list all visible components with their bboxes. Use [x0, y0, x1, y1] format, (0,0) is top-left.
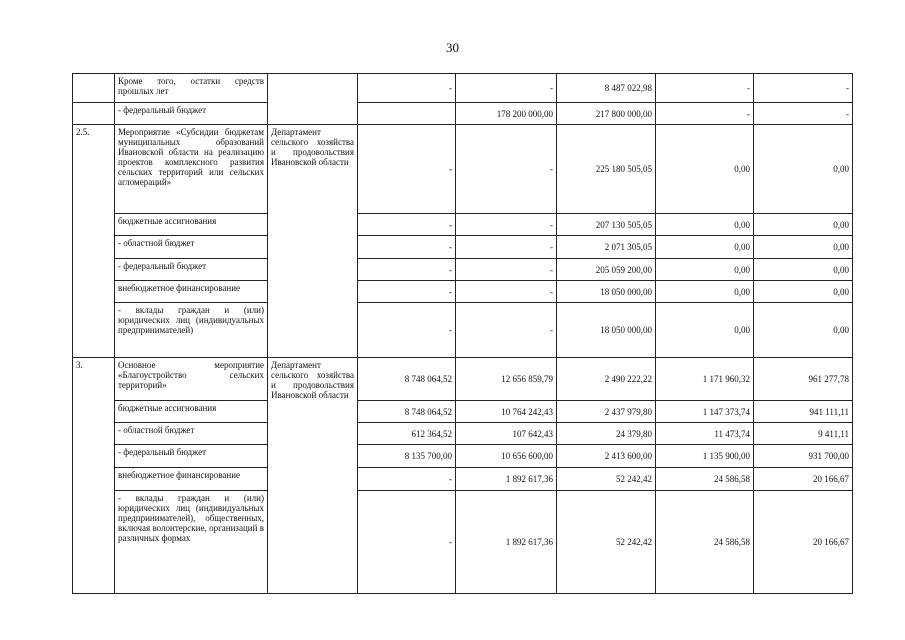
value-col-2: 12 656 859,79: [456, 358, 557, 401]
value-col-5: 0,00: [754, 236, 853, 259]
value-col-5: -: [754, 103, 853, 125]
department-cell-empty: [268, 74, 358, 125]
value-col-2: 107 642,43: [456, 423, 557, 445]
value-col-3: 52 242,42: [557, 468, 656, 491]
table-row: [73, 236, 853, 259]
row-name: Мероприятие «Субсидии бюджетам муниципальных образований Ивановской области на реализацию проектов комплексного развития сельских территорий или сельских агломераций»: [115, 125, 268, 214]
row-name: - федеральный бюджет: [115, 445, 268, 468]
value-col-4: 1 147 373,74: [656, 401, 754, 423]
value-col-4: -: [656, 103, 754, 125]
table-row: [73, 445, 853, 468]
value-col-3: 225 180 505,05: [557, 125, 656, 214]
row-name: бюджетные ассигнования: [115, 401, 268, 423]
value-col-1: -: [358, 491, 456, 594]
value-col-4: 1 171 960,32: [656, 358, 754, 401]
value-col-2: -: [456, 236, 557, 259]
table-row: [73, 125, 853, 214]
value-col-2: 10 656 600,00: [456, 445, 557, 468]
value-col-5: 941 111,11: [754, 401, 853, 423]
row-name: - вклады граждан и (или) юридических лиц (индивидуальных предпринимателей), общественных, включая волонтерские, организаций в различных формах: [115, 491, 268, 594]
value-col-3: 18 050 000,00: [557, 281, 656, 303]
value-col-3: 205 059 200,00: [557, 259, 656, 281]
value-col-2: -: [456, 303, 557, 358]
value-col-1: 8 748 064,52: [358, 358, 456, 401]
value-col-1: 612 364,52: [358, 423, 456, 445]
value-col-1: -: [358, 281, 456, 303]
value-col-1: 8 135 700,00: [358, 445, 456, 468]
value-col-2: -: [456, 281, 557, 303]
value-col-5: 0,00: [754, 125, 853, 214]
value-col-3: 8 487 022,98: [557, 74, 656, 103]
table-row: [73, 358, 853, 401]
value-col-2: 178 200 000,00: [456, 103, 557, 125]
row-name: - вклады граждан и (или) юридических лиц (индивидуальных предпринимателей): [115, 303, 268, 358]
row-number: 3.: [73, 358, 115, 594]
row-name: - федеральный бюджет: [115, 259, 268, 281]
table-row: [73, 281, 853, 303]
value-col-3: 2 490 222,22: [557, 358, 656, 401]
value-col-1: -: [358, 74, 456, 103]
table-row: [73, 401, 853, 423]
value-col-1: -: [358, 125, 456, 214]
value-col-5: 0,00: [754, 281, 853, 303]
value-col-3: 52 242,42: [557, 491, 656, 594]
value-col-4: 0,00: [656, 259, 754, 281]
value-col-3: 2 413 600,00: [557, 445, 656, 468]
value-col-3: 2 071 305,05: [557, 236, 656, 259]
budget-table: [72, 73, 853, 594]
value-col-1: [358, 103, 456, 125]
value-col-1: -: [358, 303, 456, 358]
value-col-5: 20 166,67: [754, 491, 853, 594]
value-col-2: -: [456, 74, 557, 103]
value-col-4: 24 586,58: [656, 491, 754, 594]
value-col-5: 9 411,11: [754, 423, 853, 445]
value-col-5: 961 277,78: [754, 358, 853, 401]
row-number: [73, 74, 115, 103]
value-col-1: -: [358, 214, 456, 236]
value-col-5: 20 166,67: [754, 468, 853, 491]
value-col-1: -: [358, 236, 456, 259]
value-col-3: 2 437 979,80: [557, 401, 656, 423]
value-col-4: 0,00: [656, 303, 754, 358]
table-row: [73, 74, 853, 103]
value-col-4: -: [656, 74, 754, 103]
value-col-5: -: [754, 74, 853, 103]
value-col-4: 0,00: [656, 214, 754, 236]
value-col-5: 0,00: [754, 259, 853, 281]
table-row: [73, 468, 853, 491]
value-col-2: -: [456, 259, 557, 281]
value-col-1: -: [358, 468, 456, 491]
row-name: бюджетные ассигнования: [115, 214, 268, 236]
row-name: - областной бюджет: [115, 236, 268, 259]
value-col-4: 24 586,58: [656, 468, 754, 491]
value-col-4: 11 473,74: [656, 423, 754, 445]
value-col-3: 18 050 000,00: [557, 303, 656, 358]
value-col-4: 0,00: [656, 125, 754, 214]
table-row: [73, 303, 853, 358]
department-cell: Департамент сельского хозяйства и продовольствия Ивановской области: [268, 358, 358, 594]
row-name: Кроме того, остатки средств прошлых лет: [115, 74, 268, 103]
value-col-1: 8 748 064,52: [358, 401, 456, 423]
table-row: [73, 103, 853, 125]
table-row: [73, 423, 853, 445]
table-row: [73, 491, 853, 594]
row-name: внебюджетное финансирование: [115, 468, 268, 491]
value-col-1: -: [358, 259, 456, 281]
value-col-4: 0,00: [656, 236, 754, 259]
value-col-2: 1 892 617,36: [456, 491, 557, 594]
value-col-3: 207 130 505,05: [557, 214, 656, 236]
department-cell: Департамент сельского хозяйства и продовольствия Ивановской области: [268, 125, 358, 358]
row-number: 2.5.: [73, 125, 115, 358]
value-col-5: 0,00: [754, 303, 853, 358]
row-name: внебюджетное финансирование: [115, 281, 268, 303]
value-col-3: 24 379,80: [557, 423, 656, 445]
value-col-5: 931 700,00: [754, 445, 853, 468]
table-row: [73, 259, 853, 281]
value-col-2: 1 892 617,36: [456, 468, 557, 491]
value-col-4: 0,00: [656, 281, 754, 303]
value-col-4: 1 135 900,00: [656, 445, 754, 468]
page-number: 30: [446, 40, 459, 55]
table-row: [73, 214, 853, 236]
row-name: - федеральный бюджет: [115, 103, 268, 125]
value-col-3: 217 800 000,00: [557, 103, 656, 125]
value-col-2: 10 764 242,43: [456, 401, 557, 423]
row-name: - областной бюджет: [115, 423, 268, 445]
row-number: [73, 103, 115, 125]
value-col-2: -: [456, 214, 557, 236]
row-name: Основное мероприятие «Благоустройство сельских территорий»: [115, 358, 268, 401]
value-col-2: -: [456, 125, 557, 214]
value-col-5: 0,00: [754, 214, 853, 236]
